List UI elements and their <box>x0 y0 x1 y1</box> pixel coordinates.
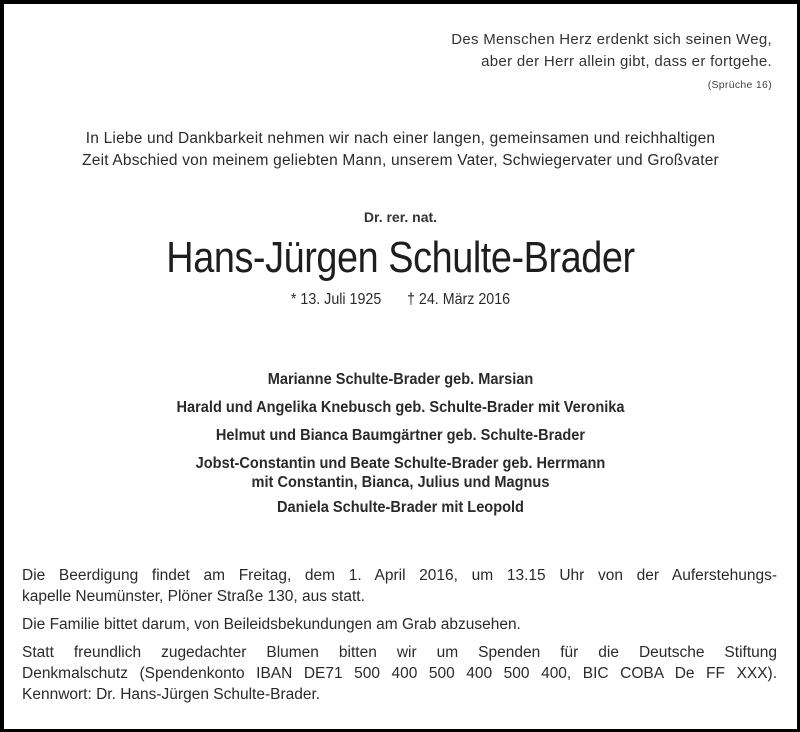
condolence-notice <box>22 614 777 635</box>
quote-source: (Sprüche 16) <box>707 79 772 91</box>
death-date: † 24. März 2016 <box>407 291 511 308</box>
donation-notice <box>22 642 777 705</box>
intro-text <box>4 128 797 172</box>
family-member: Marianne Schulte-Brader geb. Marsian <box>267 371 534 388</box>
funeral-line: Die Beerdigung findet am Freitag, dem 1. April 2016, um 13.15 Uhr von der Auferstehungs- <box>22 567 777 584</box>
family-member: Daniela Schulte-Brader mit Leopold <box>277 499 524 516</box>
family-list <box>28 367 773 523</box>
quote-line: aber der Herr allein gibt, dass er fortgehe. <box>481 53 772 70</box>
deceased-name: Hans-Jürgen Schulte-Brader <box>166 233 635 282</box>
family-member-continued: mit Constantin, Bianca, Julius und Magnus <box>251 474 550 491</box>
funeral-notice <box>22 565 777 607</box>
family-member: Harald und Angelika Knebusch geb. Schulte-Brader mit Veronika <box>176 399 625 416</box>
life-dates <box>36 291 766 309</box>
condolence-text: Die Familie bittet darum, von Beileidsbekundungen am Grab abzusehen. <box>22 616 521 633</box>
funeral-line: kapelle Neumünster, Plöner Straße 130, aus statt. <box>22 588 365 605</box>
family-member: Jobst-Constantin und Beate Schulte-Brader geb. Herrmann <box>195 455 606 472</box>
notices <box>22 565 777 712</box>
family-member: Helmut und Bianca Baumgärtner geb. Schulte-Brader <box>215 427 586 444</box>
obituary-notice <box>4 4 797 729</box>
quote-line: Des Menschen Herz erdenkt sich seinen Weg, <box>451 31 772 48</box>
donation-line: Statt freundlich zugedachter Blumen bitten wir um Spenden für die Deutsche Stiftung <box>22 644 777 661</box>
donation-line: Denkmalschutz (Spendenkonto IBAN DE71 500 400 500 400 500 400, BIC COBA De FF XXX). <box>22 665 777 682</box>
intro-line: Zeit Abschied von meinem geliebten Mann, unserem Vater, Schwiegervater und Großvater <box>82 152 719 169</box>
donation-line: Kennwort: Dr. Hans-Jürgen Schulte-Brader. <box>22 686 321 703</box>
birth-date: * 13. Juli 1925 <box>290 291 382 308</box>
academic-title: Dr. rer. nat. <box>363 209 438 225</box>
intro-line: In Liebe und Dankbarkeit nehmen wir nach einer langen, gemeinsamen und reichhaltigen <box>85 130 716 147</box>
bible-quote <box>451 29 772 93</box>
